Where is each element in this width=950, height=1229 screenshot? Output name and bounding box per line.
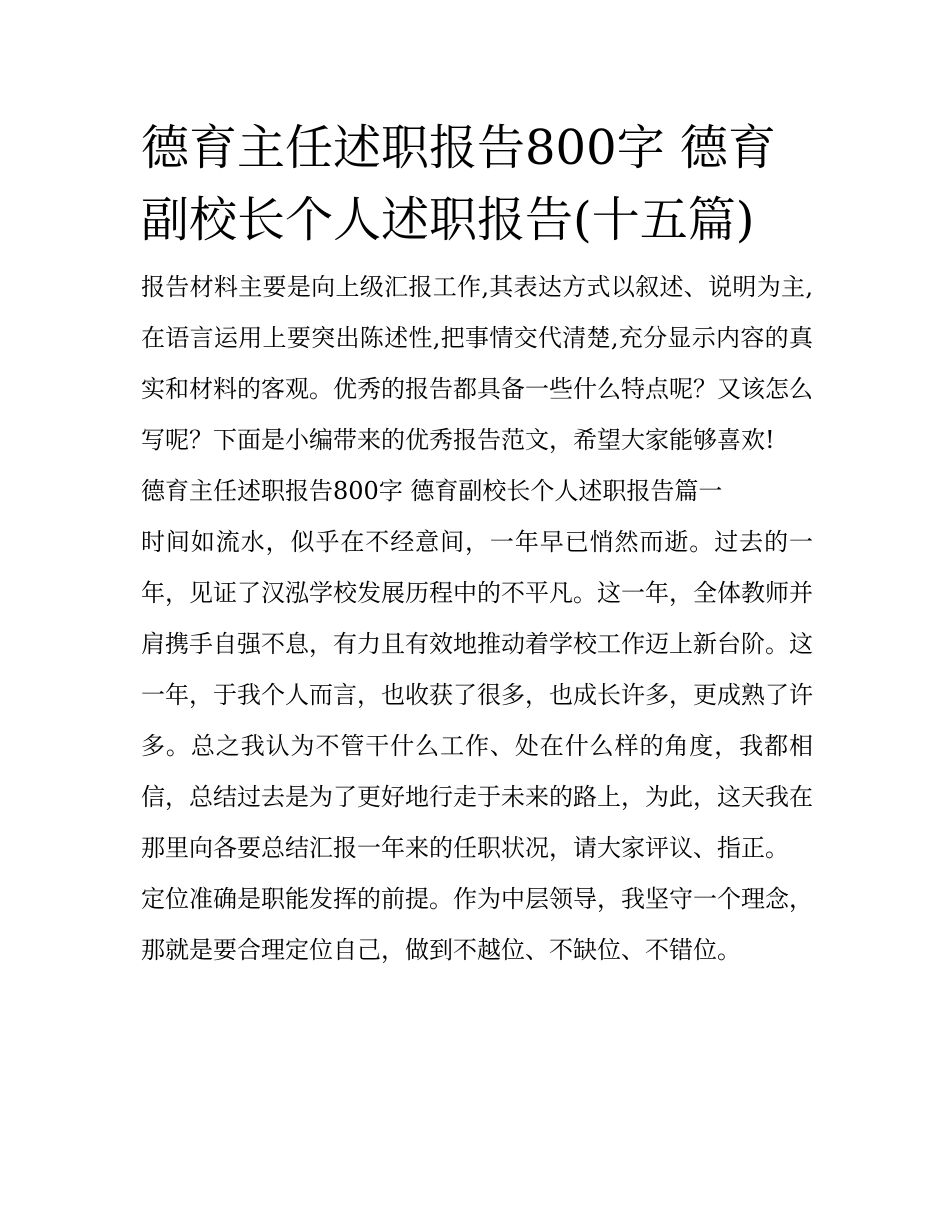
body-paragraph: 时间如流水，似乎在不经意间，一年早已悄然而逝。过去的一年，见证了汉泓学校发展历程中的不平凡。这一年，全体教师并肩携手自强不息，有力且有效地推动着学校工作迈上新台阶。这一年，于我个人而言，也收获了很多，也成长许多，更成熟了许多。总之我认为不管干什么工作、处在什么样的角度，我都相信，总结过去是为了更好地行走于未来的路上，为此，这天我在那里向各要总结汇报一年来的任职状况，请大家评议、指正。 xyxy=(141,528,813,862)
document-title: 德育主任述职报告800字 德育副校长个人述职报告(十五篇) xyxy=(141,120,776,248)
document-content xyxy=(141,112,813,976)
intro-paragraph: 报告材料主要是向上级汇报工作,其表达方式以叙述、说明为主,在语言运用上要突出陈述性,把事情交代清楚,充分显示内容的真实和材料的客观。优秀的报告都具备一些什么特点呢？又该怎么写呢？下面是小编带来的优秀报告范文，希望大家能够喜欢! xyxy=(141,273,813,454)
section-heading: 德育主任述职报告800字 德育副校长个人述职报告篇一 xyxy=(141,477,723,505)
body-paragraph: 定位准确是职能发挥的前提。作为中层领导，我坚守一个理念，那就是要合理定位自己，做到不越位、不缺位、不错位。 xyxy=(141,885,813,964)
